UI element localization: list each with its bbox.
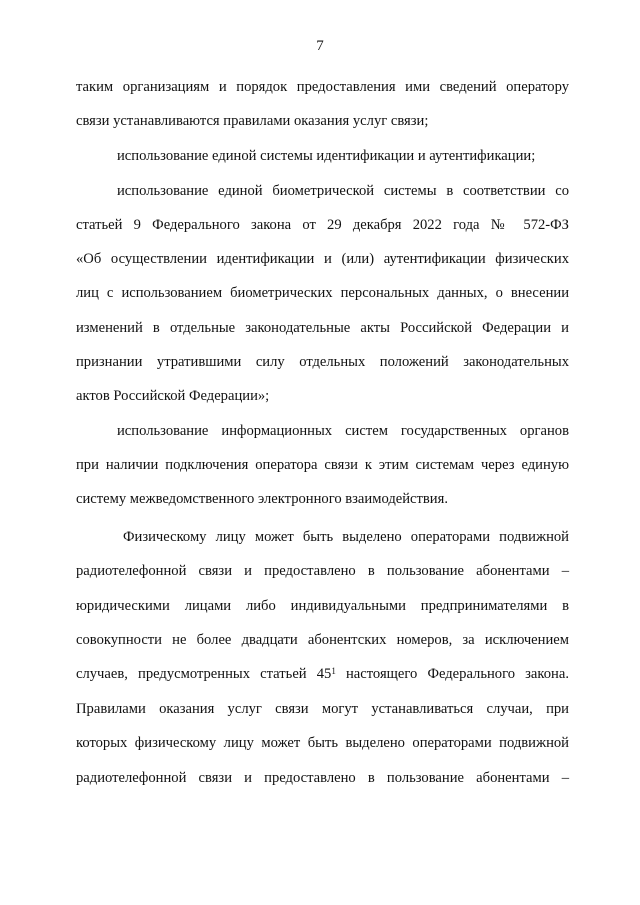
superscript: 1 [331,666,336,676]
text-line: использование единой системы идентификации и аутентификации; [117,148,536,164]
text-segment: случаев, предусмотренных статьей 45 [76,666,332,682]
text-line: которых физическому лицу может быть выделено операторами подвижной [76,735,569,751]
text-line: изменений в отдельные законодательные акты Российской Федерации и [76,320,569,336]
text-line: радиотелефонной связи и предоставлено в пользование абонентами – [76,563,569,579]
text-line: Физическому лицу может быть выделено операторами подвижной [123,529,569,545]
text-line: при наличии подключения оператора связи к этим системам через единую [76,457,569,473]
text-line: Правилами оказания услуг связи могут устанавливаться случаи, при [76,701,569,717]
text-line: систему межведомственного электронного взаимодействия. [76,491,448,507]
text-line: использование единой биометрической системы в соответствии со [117,183,569,199]
text-line: «Об осуществлении идентификации и (или) аутентификации физических [76,251,569,267]
text-line [76,664,569,684]
text-line: актов Российской Федерации»; [76,388,270,404]
text-line: радиотелефонной связи и предоставлено в пользование абонентами – [76,770,569,786]
text-segment: настоящего Федерального закона. [345,666,569,682]
text-line: таким организациям и порядок предоставления ими сведений оператору [76,79,569,95]
page-number: 7 [316,38,324,54]
text-line: совокупности не более двадцати абонентских номеров, за исключением [76,632,569,648]
text-line: использование информационных систем государственных органов [117,423,569,439]
text-line: признании утратившими силу отдельных положений законодательных [76,354,569,370]
text-line: связи устанавливаются правилами оказания услуг связи; [76,113,429,129]
text-line: юридическими лицами либо индивидуальными предпринимателями в [76,598,569,614]
text-line: статьей 9 Федерального закона от 29 декабря 2022 года № 572-ФЗ [76,217,569,233]
text-line: лиц с использованием биометрических персональных данных, о внесении [76,285,569,301]
